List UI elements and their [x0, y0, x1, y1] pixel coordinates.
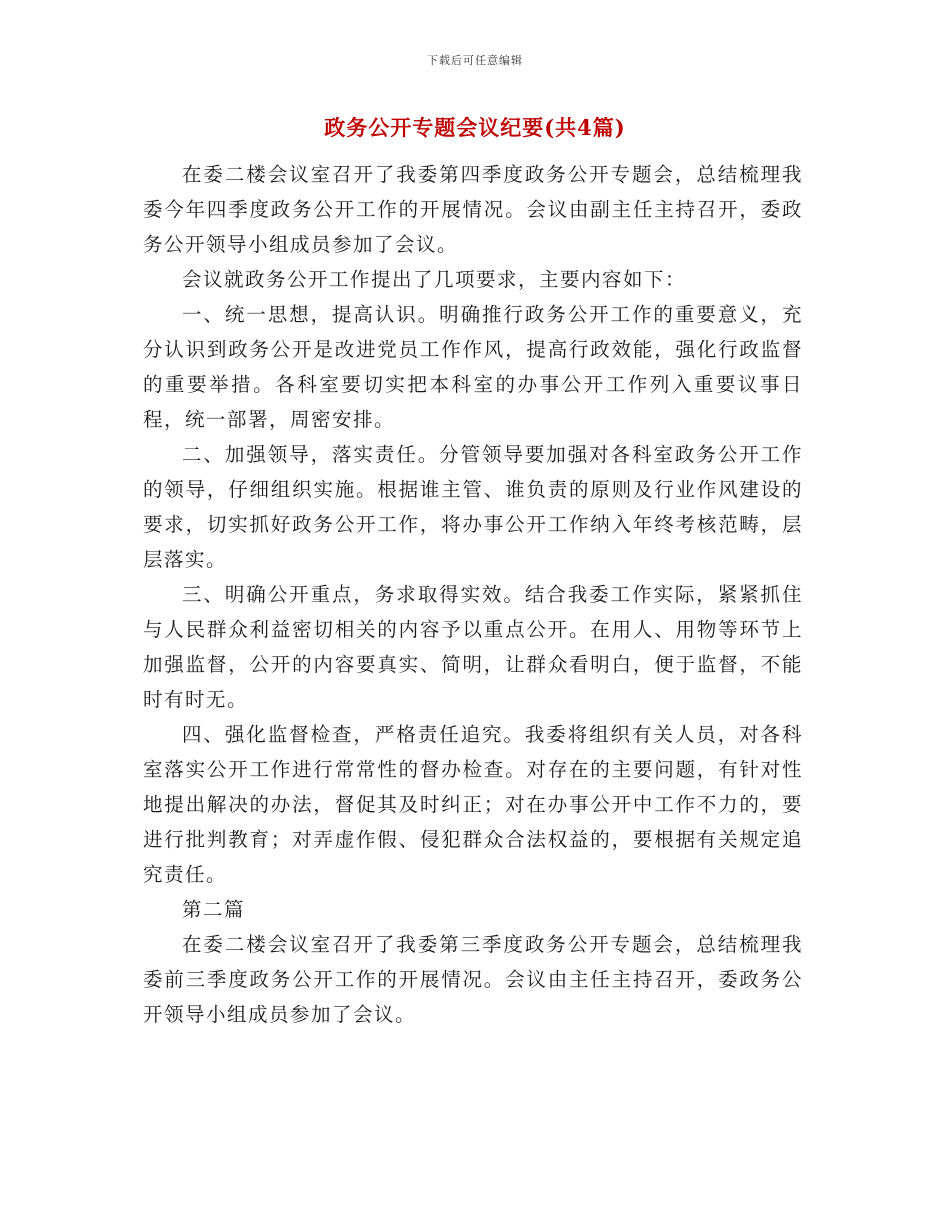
section-heading-second: 第二篇 — [182, 898, 246, 921]
paragraph-intro: 在委二楼会议室召开了我委第四季度政务公开专题会，总结梳理我委今年四季度政务公开工作的开展情况。会议由副主任主持召开，委政务公开领导小组成员参加了会议。 — [143, 163, 803, 256]
paragraph-item-3: 三、明确公开重点，务求取得实效。结合我委工作实际，紧紧抓住与人民群众利益密切相关的内容予以重点公开。在用人、用物等环节上加强监督，公开的内容要真实、简明，让群众看明白，便于监督，不能时有时无。 — [143, 583, 803, 711]
paragraph-requirements: 会议就政务公开工作提出了几项要求，主要内容如下： — [182, 268, 687, 291]
document-body — [143, 157, 803, 1032]
paragraph-item-2: 二、加强领导，落实责任。分管领导要加强对各科室政务公开工作的领导，仔细组织实施。根据谁主管、谁负责的原则及行业作风建设的要求，切实抓好政务公开工作，将办事公开工作纳入年终考核范畴，层层落实。 — [143, 443, 803, 571]
header-note: 下载后可任意编辑 — [427, 54, 523, 67]
paragraph-second-intro: 在委二楼会议室召开了我委第三季度政务公开专题会，总结梳理我委前三季度政务公开工作的开展情况。会议由主任主持召开，委政务公开领导小组成员参加了会议。 — [143, 933, 803, 1026]
paragraph-item-4: 四、强化监督检查，严格责任追究。我委将组织有关人员，对各科室落实公开工作进行常常性的督办检查。对存在的主要问题，有针对性地提出解决的办法，督促其及时纠正；对在办事公开中工作不力的，要进行批判教育；对弄虚作假、侵犯群众合法权益的，要根据有关规定追究责任。 — [143, 723, 803, 886]
paragraph-item-1: 一、统一思想，提高认识。明确推行政务公开工作的重要意义，充分认识到政务公开是改进党员工作作风，提高行政效能，强化行政监督的重要举措。各科室要切实把本科室的办事公开工作列入重要议事日程，统一部署，周密安排。 — [143, 303, 803, 431]
document-title: 政务公开专题会议纪要(共4篇) — [324, 115, 626, 140]
